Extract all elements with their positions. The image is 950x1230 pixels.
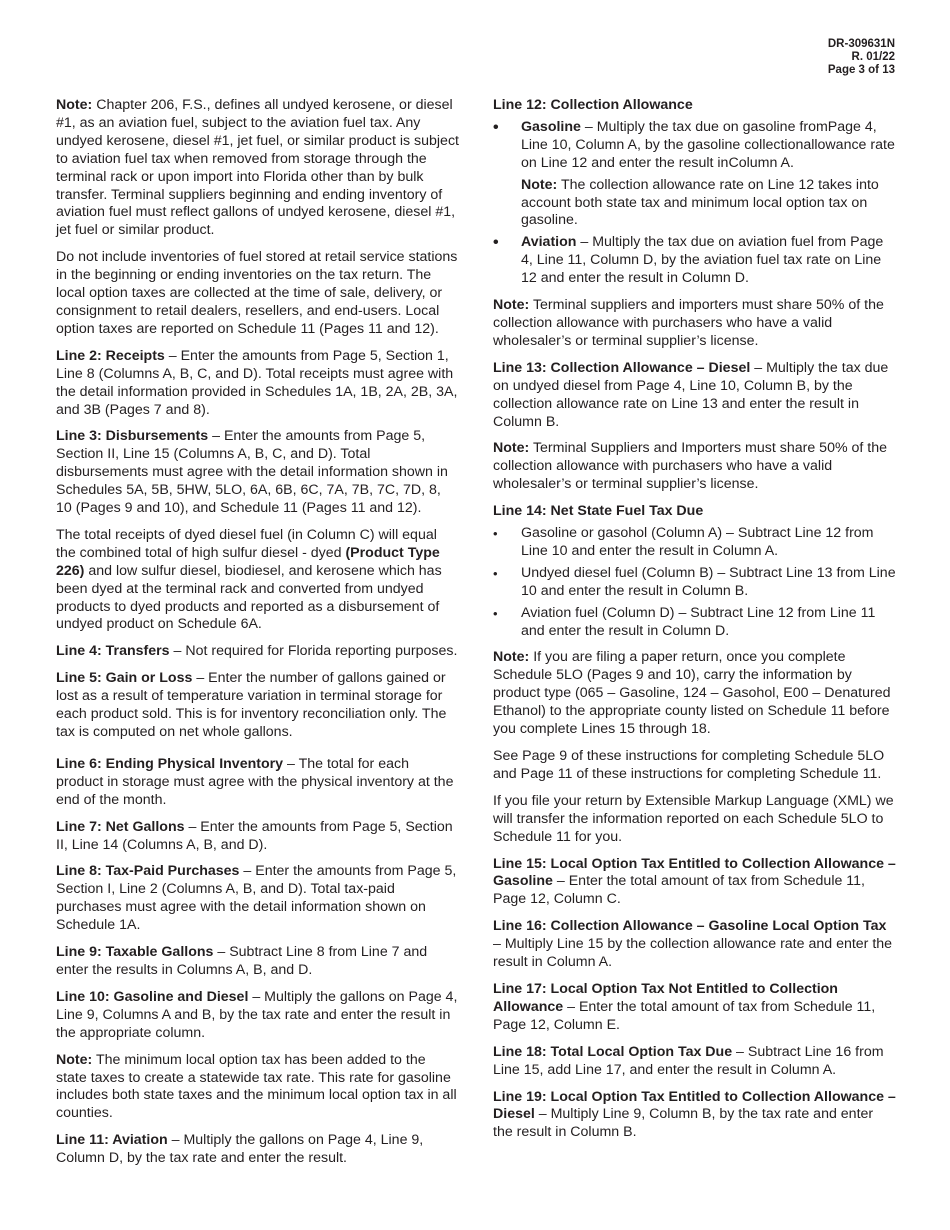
note-text: The minimum local option tax has been added to the state taxes to create a statewide tax rate. This rate for gasoline includes both state taxes and the minimum local option tax in all counties. [56,1051,457,1122]
item-text: Gasoline or gasohol (Column A) – Subtract Line 12 from Line 10 and enter the result in Column A. [521,525,874,559]
line-12-list [493,119,896,288]
line-2-instruction [56,348,460,420]
line-label: Line 17: Local Option Tax Not Entitled to Collection Allowance [493,980,838,1015]
aviation-fuel-note [56,97,460,240]
line-text: – Multiply Line 9, Column B, by the tax rate and enter the result in Column B. [493,1106,874,1141]
line-label: Line 11: Aviation [56,1132,168,1149]
line-text: – Multiply the gallons on Page 4, Line 9, Columns A and B, by the tax rate and enter the result in the appropriate column. [56,988,458,1041]
line-17-instruction [493,981,896,1035]
line-label: Line 16: Collection Allowance – Gasoline Local Option Tax [493,918,887,935]
line-6-instruction [56,756,460,810]
see-instructions-paragraph [493,748,896,784]
left-column [56,97,460,1177]
line-4-instruction [56,643,460,661]
paragraph-text: Do not include inventories of fuel stored at retail service stations in the beginning or ending inventories on the tax return. The local option taxes are collected at the time of sale, delivery, or consignment to retail dealers, resellers, and end-users. Local option taxes are reported on Schedule 11 (Pages 11 and 12). [56,249,458,337]
page-number: Page 3 of 13 [827,64,895,76]
paragraph-text: and low sulfur diesel, biodiesel, and kerosene which has been dyed at the terminal rack and converted from undyed products to dyed products and reported as a disbursement of undyed product on Schedule 6A. [56,562,442,633]
bullet-icon: • [493,526,498,542]
note-label: Note: [493,649,530,666]
line-text: – Subtract Line 8 from Line 7 and enter the results in Columns A, B, and D. [56,944,428,978]
line-18-instruction [493,1044,896,1080]
item-text: – Multiply the tax due on aviation fuel from Page 4, Line 11, Column D, by the aviation fuel tax rate on Line 12 and enter the result in Column D. [521,234,884,287]
line-12-note [493,297,896,351]
line-7-instruction [56,819,460,855]
line-5-instruction [56,670,460,742]
line-label: Line 19: Local Option Tax Entitled to Collection Allowance – Diesel [493,1088,896,1123]
line-text: – Multiply Line 15 by the collection allowance rate and enter the result in Column A. [493,936,893,971]
line-label: Line 3: Disbursements [56,428,209,445]
note-text: Chapter 206, F.S., defines all undyed kerosene, or diesel #1, as an aviation fuel, subject to the aviation fuel tax. Any undyed kerosene, diesel #1, jet fuel, or similar product is subject to aviation fuel tax when removed from storage through the terminal rack or upon import into Florida other than by bulk transfer. Terminal suppliers beginning and ending inventory of aviation fuel must reflect gallons of undyed kerosene, diesel #1, jet fuel or similar product. [56,97,459,239]
line-label: Line 14: Net State Fuel Tax Due [493,503,704,520]
bullet-icon: • [493,565,498,581]
paragraph-text: See Page 9 of these instructions for completing Schedule 5LO and Page 11 of these instructions for completing Schedule 11. [493,748,885,782]
line-text: – Enter the number of gallons gained or lost as a result of temperature variation in terminal storage for each product sold. This is for inventory reconciliation only. The tax is computed on net whole gallons. [56,670,447,740]
inventory-paragraph [56,249,460,339]
line-label: Line 2: Receipts [56,347,165,364]
dyed-diesel-paragraph [56,527,460,634]
form-revision: R. 01/22 [851,51,895,63]
line-label: Line 12: Collection Allowance [493,97,693,113]
line-text: – Enter the total amount of tax from Schedule 11, Page 12, Column C. [493,873,865,908]
note-text: The collection allowance rate on Line 12 takes into account both state tax and minimum local option tax on gasoline. [521,176,879,229]
form-id: DR-309631N [827,38,895,50]
item-text: Aviation fuel (Column D) – Subtract Line 12 from Line 11 and enter the result in Column D. [521,604,876,639]
item-text: – Multiply the tax due on gasoline fromPage 4, Line 10, Column A, by the gasoline collectionallowance rate on Line 12 and enter the result inColumn A. [521,118,895,171]
line-14-heading [493,503,896,521]
right-column [493,97,896,1151]
line-13-note [493,440,896,494]
line-text: – Enter the amounts from Page 5, Section II, Line 15 (Columns A, B, C, and D). Total disbursements must agree with the detail information shown in Schedules 5A, 5B, 5HW, 5LO, 6A, 6B, 6C, 7A, 7B, 7C, 7D, 8, 10 (Pages 9 and 10), and Schedule 11 (Pages 11 and 12). [56,428,448,517]
note-label: Note: [56,1051,93,1068]
line-label: Line 7: Net Gallons [56,818,185,835]
bullet-icon: • [493,234,499,252]
note-text: Terminal suppliers and importers must share 50% of the collection allowance with purchasers who have a valid wholesaler’s or terminal supplier’s license. [493,297,884,349]
list-item [493,525,896,561]
line-label: Line 10: Gasoline and Diesel [56,988,249,1005]
line-label: Line 13: Collection Allowance – Diesel [493,359,751,376]
line-11-instruction [56,1132,460,1168]
bullet-icon: • [493,605,498,621]
line-10-instruction [56,989,460,1043]
bullet-icon: • [493,118,499,136]
list-item [493,234,896,288]
note-label: Note: [56,97,93,113]
note-text: Terminal Suppliers and Importers must share 50% of the collection allowance with purchasers who have a valid wholesaler’s or terminal supplier’s license. [493,440,888,493]
xml-paragraph [493,793,896,847]
line-label: Line 6: Ending Physical Inventory [56,755,284,772]
list-item [493,605,896,641]
line-label: Line 4: Transfers [56,643,170,660]
item-text: Undyed diesel fuel (Column B) – Subtract Line 13 from Line 10 and enter the result in Column B. [521,564,896,599]
item-label: Gasoline [521,118,581,135]
line-10-note [56,1052,460,1124]
line-label: Line 15: Local Option Tax Entitled to Collection Allowance – Gasoline [493,855,896,890]
line-text: – Enter the total amount of tax from Schedule 11, Page 12, Column E. [493,998,876,1033]
list-item [493,119,896,230]
note-label: Note: [521,176,558,193]
form-header [828,38,895,77]
line-14-note [493,649,896,739]
line-label: Line 8: Tax-Paid Purchases [56,863,240,880]
line-text: – Not required for Florida reporting purposes. [169,643,458,660]
paragraph-text: The total receipts of dyed diesel fuel (in Column C) will equal the combined total of high sulfur diesel - dyed [56,526,437,561]
line-19-instruction [493,1089,896,1143]
line-3-instruction [56,428,460,518]
line-label: Line 5: Gain or Loss [56,670,193,687]
line-label: Line 18: Total Local Option Tax Due [493,1043,733,1060]
note-text: If you are filing a paper return, once you complete Schedule 5LO (Pages 9 and 10), carry the information by product type (065 – Gasoline, 124 – Gasohol, E00 – Denatured Ethanol) to the appropriate county listed on Schedule 11 before you complete Lines 15 through 18. [493,649,891,738]
line-text: – Multiply the tax due on undyed diesel from Page 4, Line 10, Column B, by the collection allowance rate on Line 13 and enter the result in Column B. [493,359,889,430]
line-15-instruction [493,856,896,910]
line-text: – Enter the amounts from Page 5, Section I, Line 2 (Columns A, B, and D). Total tax-paid purchases must agree with the detail information shown on Schedule 1A. [56,863,457,934]
line-label: Line 9: Taxable Gallons [56,944,214,961]
product-type-label: (Product Type 226) [56,544,440,579]
note-label: Note: [493,297,530,314]
line-13-instruction [493,360,896,432]
line-8-instruction [56,863,460,935]
list-item [493,565,896,601]
item-label: Aviation [521,234,577,251]
gasoline-note [521,177,896,231]
line-14-list [493,525,896,640]
paragraph-text: If you file your return by Extensible Markup Language (XML) we will transfer the information reported on each Schedule 5LO to Schedule 11 for you. [493,792,894,845]
line-text: – Enter the amounts from Page 5, Section II, Line 14 (Columns A, B, and D). [56,818,453,853]
note-label: Note: [493,440,530,457]
line-text: – Multiply the gallons on Page 4, Line 9, Column D, by the tax rate and enter the result. [56,1132,424,1167]
line-16-instruction [493,918,896,972]
line-9-instruction [56,944,460,980]
line-text: – The total for each product in storage must agree with the physical inventory at the end of the month. [56,755,454,808]
line-text: – Subtract Line 16 from Line 15, add Line 17, and enter the result in Column A. [493,1043,884,1078]
line-12-heading [493,97,896,115]
line-text: – Enter the amounts from Page 5, Section 1, Line 8 (Columns A, B, C, and D). Total receipts must agree with the detail information provided in Schedules 1A, 1B, 2A, 2B, 3A, and 3B (Pages 7 and 8). [56,347,458,418]
